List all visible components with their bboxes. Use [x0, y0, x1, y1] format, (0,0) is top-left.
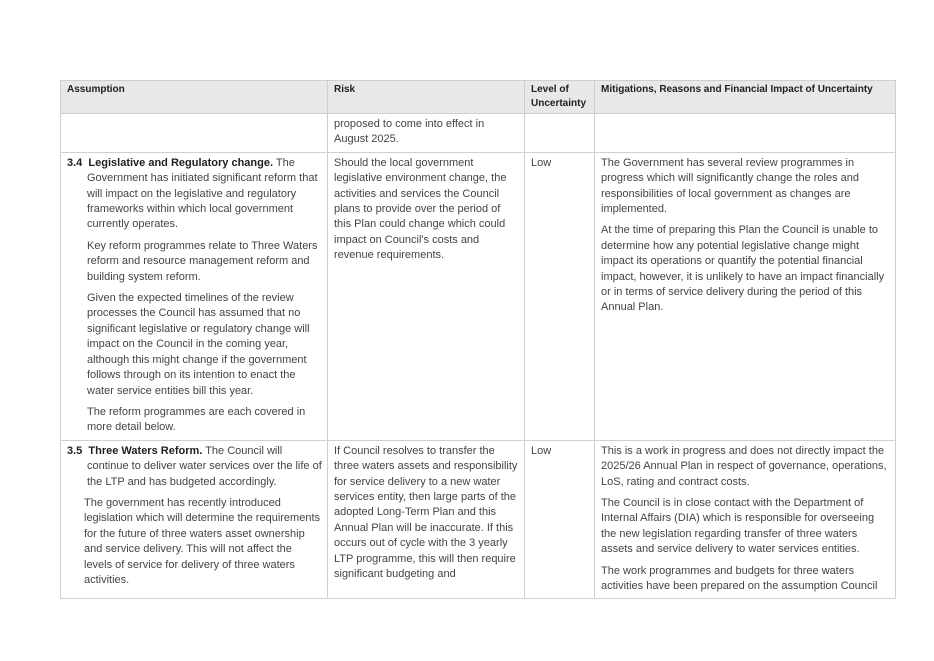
- mitigation-3-4-p1: The Government has several review programmes in progress which will significantly change the roles and responsibilities of local government as changes are implemented.: [601, 156, 860, 216]
- header-mitigations: Mitigations, Reasons and Financial Impact of Uncertainty: [595, 81, 896, 114]
- cell-assumption-3-5: [61, 440, 328, 599]
- mitigation-3-4-p2: At the time of preparing this Plan the Council is unable to determine how any potential legislative change might impact its operations or quantify the potential financial impact, however, it is unlikely to have an impact financially or in terms of service delivery during the period of this Annual Plan.: [601, 224, 885, 314]
- row-number: 3.4: [67, 156, 83, 169]
- row-number: 3.5: [67, 444, 83, 457]
- table-header-row: [61, 81, 896, 114]
- cell-risk-3-5: [328, 440, 525, 599]
- cell-risk-continued: proposed to come into effect in August 2025.: [328, 114, 525, 153]
- assumption-3-5-p2: The government has recently introduced legislation which will determine the requirements for the future of three waters asset ownership and service delivery. This will not affect the levels of service for delivery of three waters activities.: [84, 496, 321, 586]
- assumption-3-5-intro: [67, 444, 322, 490]
- cell-assumption-3-4: [61, 152, 328, 440]
- assumption-3-4-p4: The reform programmes are each covered in more detail below.: [87, 405, 306, 434]
- row-title: Legislative and Regulatory change.: [88, 156, 274, 169]
- cell-assumption-continued: [61, 114, 328, 153]
- assumption-text: The Council will continue to deliver water services over the life of the LTP and has budgeted accordingly.: [87, 444, 322, 488]
- table-row-continued: [61, 114, 896, 153]
- table-row-3-5: [61, 440, 896, 599]
- header-assumption: Assumption: [61, 81, 328, 114]
- cell-level-continued: [525, 114, 595, 153]
- cell-level-3-4: Low: [525, 152, 595, 440]
- row-title: Three Waters Reform.: [88, 444, 203, 457]
- assumption-3-4-p3: Given the expected timelines of the review processes the Council has assumed that no significant legislative or regulatory change will impact on the Council in the coming year, although this might change if the government follows through on its intention to enact the water service entities bill this year.: [87, 292, 310, 397]
- header-level: Level of Uncertainty: [525, 81, 595, 114]
- cell-mitigation-3-5: [595, 440, 896, 599]
- assumption-3-4-intro: [67, 156, 322, 233]
- header-risk: Risk: [328, 81, 525, 114]
- mitigation-3-5-p3: The work programmes and budgets for three waters activities have been prepared on the assumption Council: [601, 564, 878, 592]
- table-row-3-4: [61, 152, 896, 440]
- cell-mitigation-continued: [595, 114, 896, 153]
- mitigation-3-5-p1: This is a work in progress and does not directly impact the 2025/26 Annual Plan in respect of governance, operations, LoS, rating and contract costs.: [601, 444, 887, 488]
- risk-3-5-text: If Council resolves to transfer the three waters assets and responsibility for service delivery to a new water services entity, then large parts of the adopted Long-Term Plan and this Annual Plan will be inaccurate. If this occurs out of cycle with the 3 yearly LTP programme, this will then require significant budgeting and: [334, 444, 518, 580]
- assumption-3-4-p2: Key reform programmes relate to Three Waters reform and resource management reform and building system reform.: [87, 239, 318, 283]
- cell-mitigation-3-4: [595, 152, 896, 440]
- risk-3-4-text: Should the local government legislative environment change, the activities and services the Council plans to provide over the period of this Plan could change which could impact on Council's costs and revenue requirements.: [334, 156, 507, 262]
- assumptions-table: [60, 80, 896, 599]
- mitigation-3-5-p2: The Council is in close contact with the Department of Internal Affairs (DIA) which is responsible for overseeing the new legislation regarding transfer of three waters assets and service delivery to water services entities.: [601, 496, 875, 556]
- cell-risk-3-4: [328, 152, 525, 440]
- assumption-text: The Government has initiated significant reform that will impact on the legislative and regulatory frameworks within which local government currently operates.: [87, 156, 318, 231]
- cell-level-3-5: Low: [525, 440, 595, 599]
